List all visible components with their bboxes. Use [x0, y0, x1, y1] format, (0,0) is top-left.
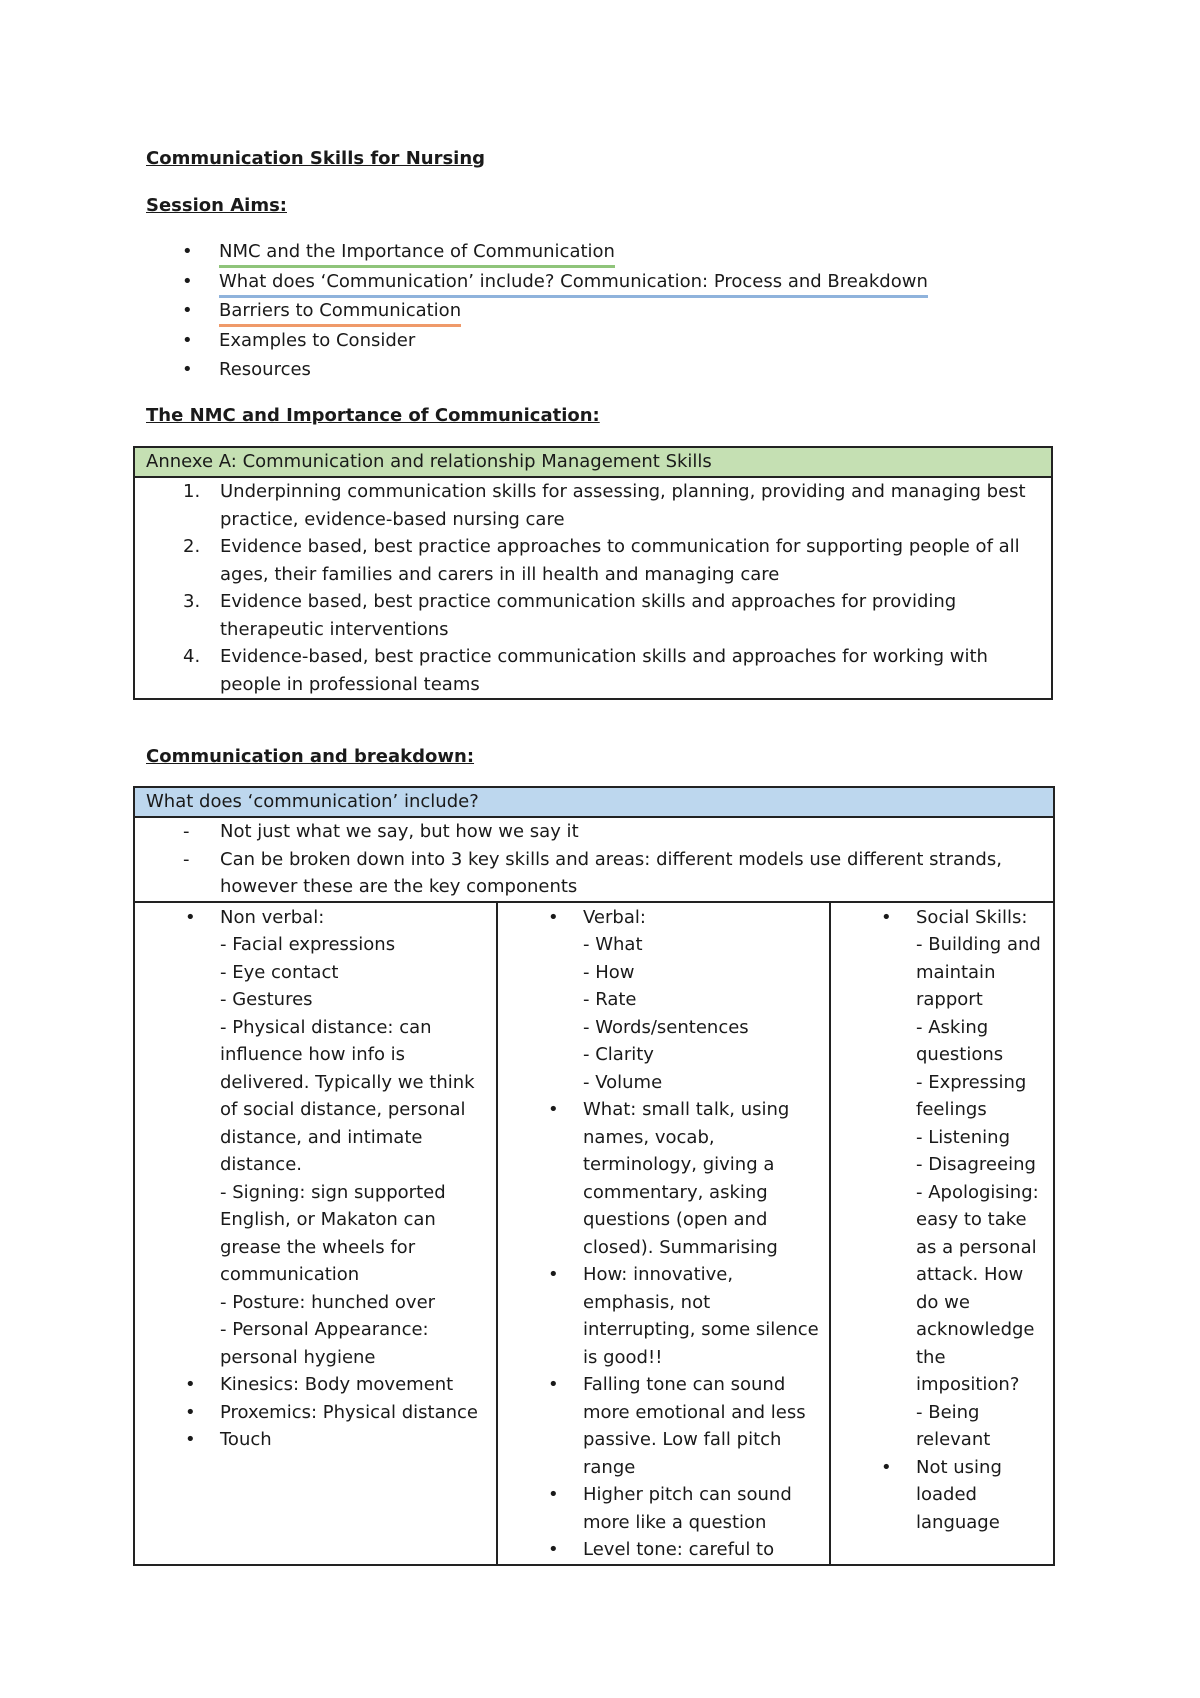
list-item	[135, 478, 1051, 533]
sub-item: - Signing: sign supported English, or Makaton can grease the wheels for communication	[220, 1181, 446, 1285]
sub-item: - Physical distance: can influence how info is delivered. Typically we think of social distance, personal distance, and intimate distance.	[220, 1016, 475, 1175]
item-label: • Social Skills:	[916, 906, 1028, 928]
item-number: 2.	[183, 536, 201, 557]
annexe-table-header: Annexe A: Communication and relationship Management Skills	[134, 447, 1052, 477]
list-item	[135, 643, 1051, 698]
aim-text: Resources	[219, 359, 311, 380]
nmc-heading: The NMC and Importance of Communication:	[146, 405, 600, 426]
sub-item: - Expressing feelings	[916, 1071, 1027, 1120]
item-text: Underpinning communication skills for assessing, planning, providing and managing best practice, evidence-based nursing care	[220, 481, 1026, 530]
sub-item: - Disagreeing	[916, 1154, 1036, 1175]
list-item	[146, 329, 928, 359]
sub-item: - Eye contact	[220, 961, 339, 983]
sub-item: - Volume	[583, 1071, 663, 1093]
list-item: • Not using loaded language	[831, 1454, 1053, 1537]
sub-item: - Asking questions	[916, 1016, 1004, 1065]
item-label: • Verbal:	[583, 906, 646, 928]
sub-item: - Apologising: easy to take as a personal attack. How do we acknowledge the imposition?	[916, 1181, 1039, 1395]
item-number: 4.	[183, 646, 201, 667]
communication-table	[133, 786, 1055, 1566]
social-skills-column	[830, 902, 1054, 1565]
list-item: • Higher pitch can sound more like a question	[498, 1481, 829, 1536]
social-skills-list	[831, 903, 1053, 1537]
list-item	[135, 533, 1051, 588]
annexe-list	[135, 478, 1051, 698]
sub-item: - Listening	[916, 1126, 1010, 1148]
annexe-table-body	[134, 477, 1052, 699]
intro-list	[135, 818, 1053, 901]
sub-item: - Gestures	[220, 989, 313, 1010]
sub-item: - Personal Appearance: personal hygiene	[220, 1319, 429, 1368]
nonverbal-column	[134, 902, 497, 1565]
annexe-table	[133, 446, 1053, 700]
sub-item: - Building and maintain rapport	[916, 934, 1041, 1010]
list-item: • Touch	[135, 1426, 496, 1454]
list-item	[146, 358, 928, 388]
list-item: - Can be broken down into 3 key skills and areas: different models use different strands, however these are the key components	[135, 846, 1053, 901]
item-label: • Non verbal:	[220, 906, 325, 928]
list-item	[498, 904, 829, 1097]
aim-text: NMC and the Importance of Communication	[219, 240, 615, 268]
list-item: • What: small talk, using names, vocab, terminology, giving a commentary, asking questions (open and closed). Summarising	[498, 1096, 829, 1261]
list-item: • Kinesics: Body movement	[135, 1371, 496, 1399]
sub-item: - Clarity	[583, 1044, 654, 1065]
list-item	[135, 588, 1051, 643]
list-item: • How: innovative, emphasis, not interrupting, some silence is good!!	[498, 1261, 829, 1371]
communication-intro	[134, 817, 1054, 902]
sub-item: - Facial expressions	[220, 934, 396, 955]
sub-item: - How	[583, 961, 635, 983]
sub-item: - Posture: hunched over	[220, 1291, 436, 1313]
list-item: • Proxemics: Physical distance	[135, 1399, 496, 1427]
nonverbal-list	[135, 903, 496, 1454]
sub-item: - Words/sentences	[583, 1016, 749, 1038]
item-text: Evidence-based, best practice communication skills and approaches for working with people in professional teams	[220, 646, 988, 695]
list-item: • Falling tone can sound more emotional and less passive. Low fall pitch range	[498, 1371, 829, 1481]
list-item: - Not just what we say, but how we say it	[135, 818, 1053, 846]
session-aims-heading: Session Aims:	[146, 195, 287, 216]
breakdown-heading: Communication and breakdown:	[146, 746, 475, 767]
item-text: Evidence based, best practice approaches to communication for supporting people of all ages, their families and carers in ill health and managing care	[220, 536, 1020, 585]
verbal-list	[498, 903, 829, 1564]
list-item	[146, 240, 928, 270]
list-item	[135, 904, 496, 1372]
session-aims-list	[146, 240, 928, 388]
item-number: 3.	[183, 591, 201, 612]
sub-item: - What	[583, 934, 643, 955]
page-title: Communication Skills for Nursing	[146, 148, 486, 169]
sub-item: - Rate	[583, 989, 637, 1010]
list-item	[146, 270, 928, 300]
communication-table-header: What does ‘communication’ include?	[134, 787, 1054, 817]
item-number: 1.	[183, 481, 201, 502]
list-item: • Level tone: careful to	[498, 1536, 829, 1564]
list-item	[831, 904, 1053, 1454]
aim-text: Examples to Consider	[219, 329, 416, 351]
list-item	[146, 299, 928, 329]
sub-item: - Being relevant	[916, 1401, 991, 1450]
item-text: Evidence based, best practice communication skills and approaches for providing therapeutic interventions	[220, 591, 957, 640]
aim-text: Barriers to Communication	[219, 299, 461, 327]
verbal-column	[497, 902, 830, 1565]
aim-text: What does ‘Communication’ include? Communication: Process and Breakdown	[219, 270, 928, 298]
